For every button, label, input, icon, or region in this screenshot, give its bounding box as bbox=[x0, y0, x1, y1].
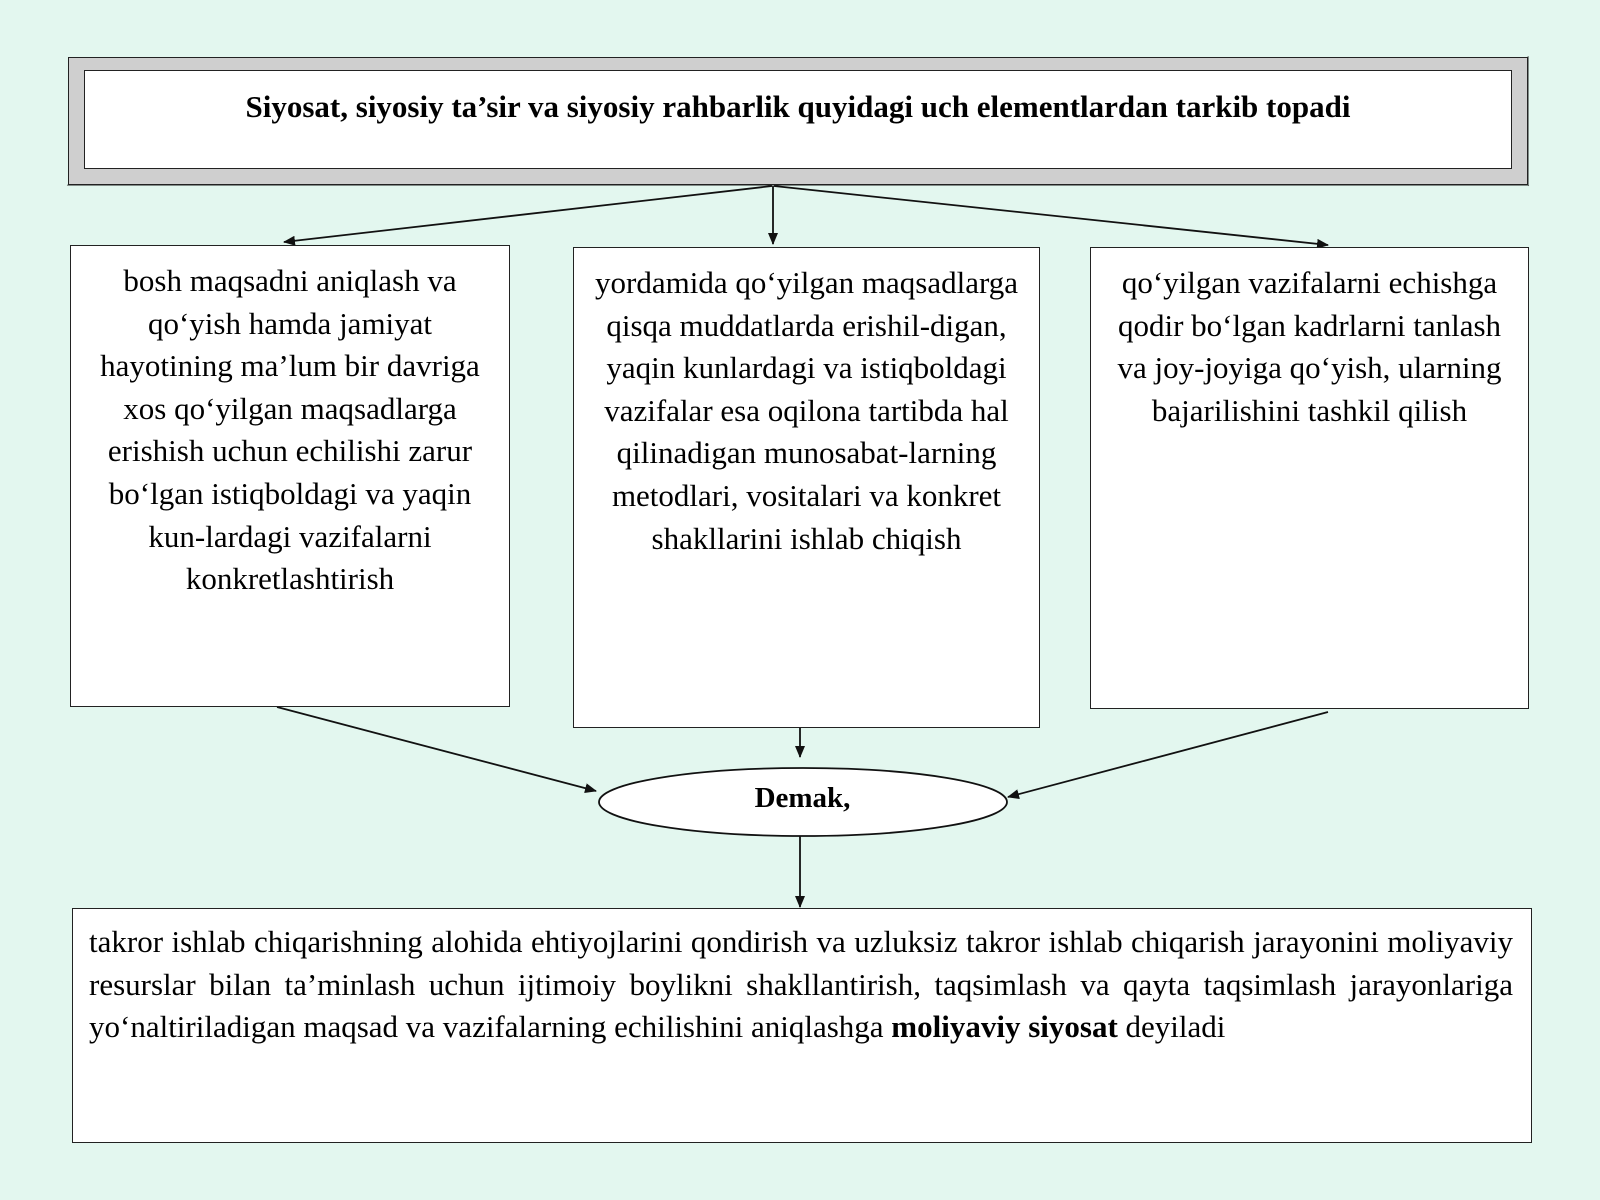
definition-suffix: deyiladi bbox=[1125, 1009, 1226, 1045]
definition-term: moliyaviy siyosat bbox=[891, 1009, 1118, 1045]
element-box-3: qo‘yilgan vazifalarni echishga qodir bo‘lgan kadrlarni tanlash va joy-joyiga qo‘yish, ularning bajarilishini tashkil qilish bbox=[1090, 247, 1529, 709]
diagram-title: Siyosat, siyosiy ta’sir va siyosiy rahbarlik quyidagi uch elementlardan tarkib topadi bbox=[245, 89, 1351, 124]
title-box bbox=[68, 57, 1528, 185]
arrow-box3-to-ellipse bbox=[1008, 712, 1328, 797]
element-box-1: bosh maqsadni aniqlash va qo‘yish hamda jamiyat hayotining ma’lum bir davriga xos qo‘yilgan maqsadlarga erishish uchun echilishi zarur bo‘lgan istiqboldagi va yaqin kun-lardagi vazifalarni konkretlashtirish bbox=[70, 245, 510, 707]
element-box-2: yordamida qo‘yilgan maqsadlarga qisqa muddatlarda erishil-digan, yaqin kunlardagi va istiqboldagi vazifalar esa oqilona tartibda hal qilinadigan munosabat-larning metodlari, vositalari va konkret shakllarini ishlab chiqish bbox=[573, 247, 1040, 728]
conclusion-label: Demak, bbox=[754, 782, 851, 814]
title-inner bbox=[84, 70, 1512, 169]
arrow-title-to-box1 bbox=[284, 186, 772, 242]
definition-text: takror ishlab chiqarishning alohida ehtiyojlarini qondirish va uzluksiz takror ishlab chiqarish jarayonini moliyaviy resurslar bilan ta’minlash uchun ijtimoiy boylikni shakllantirish, taqsimlash va qayta taqsimlash jarayonlariga yo‘naltiriladigan maqsad va vazifalarning echilishini aniqlashga bbox=[89, 924, 1513, 1045]
arrow-title-to-box3 bbox=[774, 186, 1328, 245]
arrow-box1-to-ellipse bbox=[277, 707, 596, 791]
definition-box bbox=[72, 908, 1532, 1143]
